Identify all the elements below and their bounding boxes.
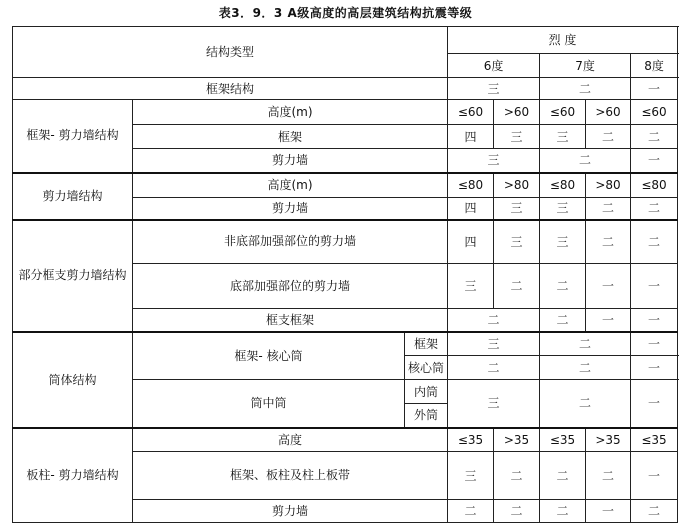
fsw-wall-grade-6: 三 bbox=[448, 149, 540, 173]
fsw-wall-label: 剪力墙 bbox=[133, 149, 448, 173]
header-row-1 bbox=[13, 27, 678, 54]
pf-transfer-grade-7: 一 bbox=[586, 309, 631, 332]
fc-frame-grade-6: 三 bbox=[448, 332, 540, 356]
fsw-height: >60 bbox=[494, 100, 540, 125]
sc-height: ≤35 bbox=[540, 428, 586, 452]
sc-frame-grade: 二 bbox=[494, 452, 540, 500]
fsw-frame-grade: 三 bbox=[540, 125, 586, 149]
fsw-wall-grade-8: 一 bbox=[631, 149, 678, 173]
frame-grade-6: 三 bbox=[448, 78, 540, 100]
sc-frame-grade: 三 bbox=[448, 452, 494, 500]
frame-core-label: 框架- 核心筒 bbox=[133, 332, 405, 380]
sw-height-label: 高度(m) bbox=[133, 173, 448, 198]
fsw-frame-grade: 二 bbox=[631, 125, 678, 149]
sc-wall-grade: 一 bbox=[586, 500, 631, 523]
frame-grade-7: 二 bbox=[540, 78, 631, 100]
fsw-height-label: 高度(m) bbox=[133, 100, 448, 125]
table-caption: 表3．9．3 A级高度的高层建筑结构抗震等级 bbox=[218, 6, 473, 20]
seismic-grade-table bbox=[12, 26, 678, 523]
sw-wall-grade: 三 bbox=[540, 198, 586, 220]
sw-height: ≤80 bbox=[540, 173, 586, 198]
pf-transfer-grade-7: 二 bbox=[540, 309, 586, 332]
pf-nonbase-grade: 二 bbox=[586, 220, 631, 264]
pf-transfer-grade-8: 一 bbox=[631, 309, 678, 332]
deg6-header: 6度 bbox=[448, 54, 540, 78]
pf-base-grade: 一 bbox=[631, 264, 678, 309]
outer-tube-label: 外筒 bbox=[405, 404, 448, 428]
fsw-height: ≤60 bbox=[448, 100, 494, 125]
structure-type-header: 结构类型 bbox=[13, 27, 448, 78]
sw-height-row bbox=[13, 173, 678, 198]
tube-in-tube-label: 筒中筒 bbox=[133, 380, 405, 428]
tt-grade-8: 一 bbox=[631, 380, 678, 428]
sw-height: >80 bbox=[586, 173, 631, 198]
fsw-frame-grade: 三 bbox=[494, 125, 540, 149]
fc-core-grade-6: 二 bbox=[448, 356, 540, 380]
pf-nonbase-grade: 三 bbox=[540, 220, 586, 264]
tt-grade-6: 三 bbox=[448, 380, 540, 428]
sc-height: ≤35 bbox=[631, 428, 678, 452]
intensity-header: 烈 度 bbox=[448, 27, 678, 54]
sw-height: ≤80 bbox=[631, 173, 678, 198]
fsw-height: ≤60 bbox=[631, 100, 678, 125]
sc-wall-grade: 二 bbox=[448, 500, 494, 523]
pf-transfer-grade-6: 二 bbox=[448, 309, 540, 332]
fc-core-grade-7: 二 bbox=[540, 356, 631, 380]
pf-nonbase-grade: 二 bbox=[631, 220, 678, 264]
fc-core-label: 核心筒 bbox=[405, 356, 448, 380]
deg8-header: 8度 bbox=[631, 54, 678, 78]
sc-height: >35 bbox=[586, 428, 631, 452]
pf-base-grade: 二 bbox=[494, 264, 540, 309]
fc-frame-grade-7: 二 bbox=[540, 332, 631, 356]
sc-height: ≤35 bbox=[448, 428, 494, 452]
frame-row bbox=[13, 78, 678, 100]
pf-nonbase-label: 非底部加强部位的剪力墙 bbox=[133, 220, 448, 264]
tt-grade-7: 二 bbox=[540, 380, 631, 428]
inner-tube-label: 内筒 bbox=[405, 380, 448, 404]
sw-wall-grade: 三 bbox=[494, 198, 540, 220]
shearwall-group: 剪力墙结构 bbox=[13, 173, 133, 220]
pf-base-grade: 一 bbox=[586, 264, 631, 309]
fsw-height: >60 bbox=[586, 100, 631, 125]
fsw-wall-grade-7: 二 bbox=[540, 149, 631, 173]
deg7-header: 7度 bbox=[540, 54, 631, 78]
frame-structure-label: 框架结构 bbox=[13, 78, 448, 100]
fc-frame-label: 框架 bbox=[405, 332, 448, 356]
tube-fc-frame-row bbox=[13, 332, 678, 356]
sw-wall-grade: 二 bbox=[631, 198, 678, 220]
sc-wall-grade: 二 bbox=[494, 500, 540, 523]
sc-height-label: 高度 bbox=[133, 428, 448, 452]
sw-wall-grade: 四 bbox=[448, 198, 494, 220]
sc-frame-grade: 二 bbox=[586, 452, 631, 500]
fsw-height-row bbox=[13, 100, 678, 125]
pf-nonbase-grade: 三 bbox=[494, 220, 540, 264]
tube-group: 筒体结构 bbox=[13, 332, 133, 428]
fsw-frame-grade: 二 bbox=[586, 125, 631, 149]
sc-frame-grade: 一 bbox=[631, 452, 678, 500]
sc-wall-label: 剪力墙 bbox=[133, 500, 448, 523]
sw-wall-label: 剪力墙 bbox=[133, 198, 448, 220]
sc-height-row bbox=[13, 428, 678, 452]
sw-height: >80 bbox=[494, 173, 540, 198]
sw-height: ≤80 bbox=[448, 173, 494, 198]
fsw-frame-label: 框架 bbox=[133, 125, 448, 149]
fc-frame-grade-8: 一 bbox=[631, 332, 678, 356]
pf-nonbase-row bbox=[13, 220, 678, 264]
pf-transfer-label: 框支框架 bbox=[133, 309, 448, 332]
fsw-height: ≤60 bbox=[540, 100, 586, 125]
fc-core-grade-8: 一 bbox=[631, 356, 678, 380]
sc-height: >35 bbox=[494, 428, 540, 452]
pf-base-grade: 三 bbox=[448, 264, 494, 309]
partial-frame-group: 部分框支剪力墙结构 bbox=[13, 220, 133, 332]
pf-base-label: 底部加强部位的剪力墙 bbox=[133, 264, 448, 309]
sc-wall-grade: 二 bbox=[540, 500, 586, 523]
slab-column-group: 板柱- 剪力墙结构 bbox=[13, 428, 133, 523]
fsw-frame-grade: 四 bbox=[448, 125, 494, 149]
sc-wall-grade: 二 bbox=[631, 500, 678, 523]
pf-nonbase-grade: 四 bbox=[448, 220, 494, 264]
sc-frame-label: 框架、板柱及柱上板带 bbox=[133, 452, 448, 500]
sw-wall-grade: 二 bbox=[586, 198, 631, 220]
sc-frame-grade: 二 bbox=[540, 452, 586, 500]
frame-grade-8: 一 bbox=[631, 78, 678, 100]
pf-base-grade: 二 bbox=[540, 264, 586, 309]
frame-shearwall-group: 框架- 剪力墙结构 bbox=[13, 100, 133, 173]
